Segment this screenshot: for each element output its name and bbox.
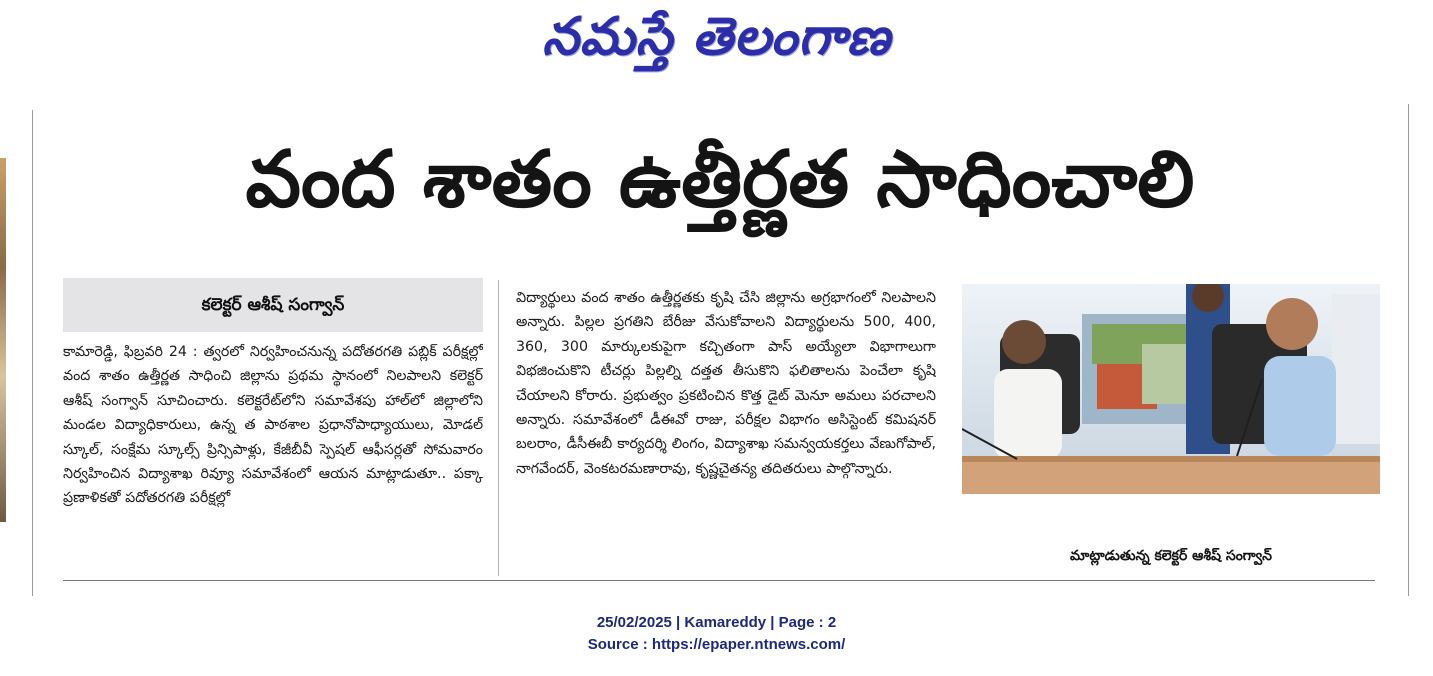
article-column-2 — [516, 286, 936, 566]
article-body-text: విద్యార్థులు వంద శాతం ఉత్తీర్ణతకు కృషి చేసి జిల్లాను అగ్రభాగంలో నిలపాలని అన్నారు. పిల్లల ప్రగతిని బేరీజు వేసుకోవాలని విద్యార్థులను 500, 400, 360, 300 మార్కులకుపైగా కచ్చితంగా పాస్ అయ్యేలా విభాగాలుగా విభజించుకొని టీచర్లు పిల్లల్ని దత్తత తీసుకొని ఫలితాలను పెంచేలా కృషి చేయాలని కోరారు. ప్రభుత్వం ప్రకటించిన కొత్త డైట్ మెనూ అమలు పరచాలని అన్నారు. సమావేశంలో డీఈవో రాజు, పరీక్షల విభాగం అసిస్టెంట్ కమిషనర్ బలరాం, డీసీఈబీ కార్యదర్శి లింగం, విద్యాశాఖ సమన్వయకర్తలు వేణుగోపాల్, నాగవేందర్, వెంకటరమణారావు, కృష్ణచైతన్య తదితరులు పాల్గొన్నారు. — [516, 290, 936, 477]
article-body-text: కామారెడ్డి, ఫిబ్రవరి 24 : త్వరలో నిర్వహించనున్న పదోతరగతి పబ్లిక్ పరీక్షల్లో వంద శాతం ఉత్తీర్ణత సాధించి జిల్లాను ప్రథమ స్థానంలో నిలపాలని కలెక్టర్ ఆశీష్ సంగ్వాన్ సూచించారు. కలెక్టరేట్‌లోని సమావేశపు హాల్‌లో జిల్లాలోని మండల విద్యాధికారులు, ఉన్న త పాఠశాల ప్రధానోపాధ్యాయులు, మోడల్ స్కూల్, సంక్షేమ స్కూల్స్ ప్రిన్సిపాళ్లు, కేజీబీవీ స్పెషల్ ఆఫీసర్లతో సోమవారం నిర్వహించిన విద్యాశాఖ రివ్యూ సమావేశంలో ఆయన మాట్లాడుతూ.. పక్కా ప్రణాళికతో పదోతరగతి పరీక్షల్లో — [63, 344, 483, 507]
article-headline: వంద శాతం ఉత్తీర్ణత సాధించాలి — [245, 135, 1195, 225]
bottom-divider — [63, 580, 1375, 581]
clipping-footer — [0, 612, 1433, 656]
adjacent-photo-strip — [0, 158, 6, 522]
source-url: Source : https://epaper.ntnews.com/ — [587, 636, 846, 653]
article-column-1 — [63, 340, 483, 576]
article-byline: కలెక్టర్ ఆశీష్ సంగ్వాన్ — [63, 278, 483, 332]
photo-caption: మాట్లాడుతున్న కలెక్టర్ ఆశీష్ సంగ్వాన్ — [1070, 548, 1272, 564]
collector-meeting-photo — [962, 284, 1380, 494]
column-divider — [498, 280, 499, 576]
clipping-border-left — [32, 110, 33, 596]
newspaper-logo: నమస్తే తెలంగాణ — [542, 7, 891, 67]
date-edition-page: 25/02/2025 | Kamareddy | Page : 2 — [596, 614, 837, 631]
masthead — [0, 0, 1433, 78]
article-photo — [962, 284, 1380, 494]
clipping-border-right — [1408, 104, 1409, 596]
